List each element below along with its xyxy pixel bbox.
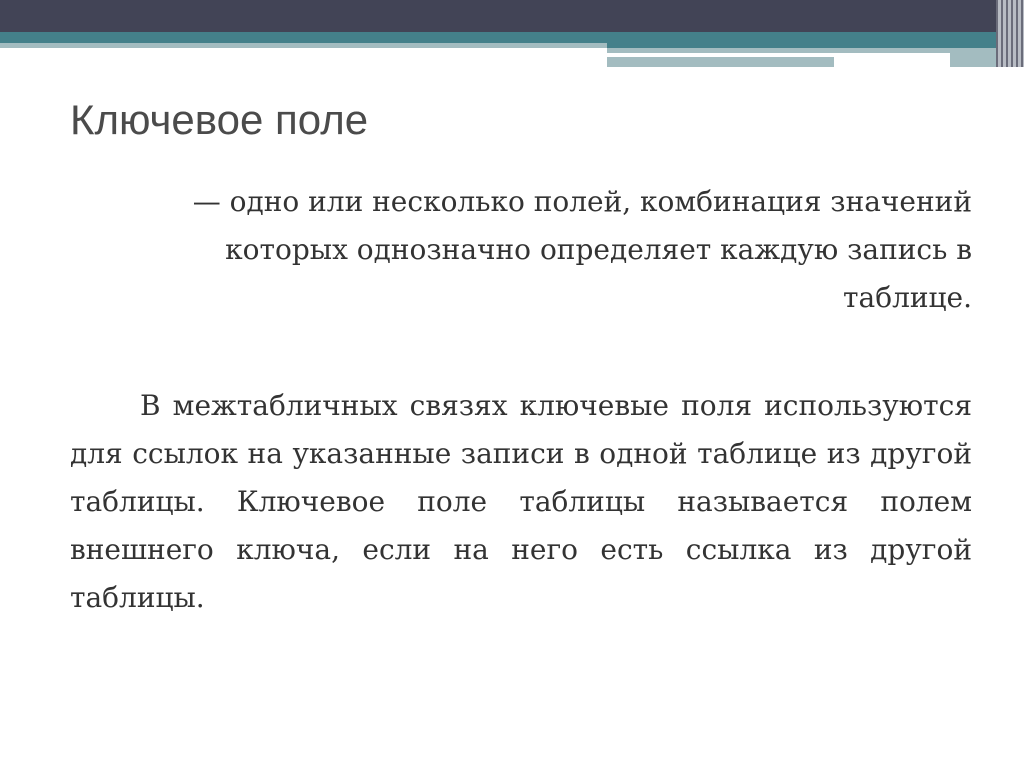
header-right-lines [996,0,1024,67]
slide-title: Ключевое поле [70,96,369,143]
definition-paragraph: — одно или несколько полей, комбинация значений которых однозначно определяет каждую запись в таблице. [192,185,972,314]
header-teal-band [0,32,1024,43]
explanation-paragraph: В межтабличных связях ключевые поля используются для ссылок на указанные записи в одной таблице из другой таблицы. Ключевое поле таблицы называется полем внешнего ключа, если на него есть ссылка из другой таблицы. [70,389,972,614]
header-light-band [0,43,607,48]
header-dark-band [0,0,1024,32]
header-gray-strip [607,57,834,67]
